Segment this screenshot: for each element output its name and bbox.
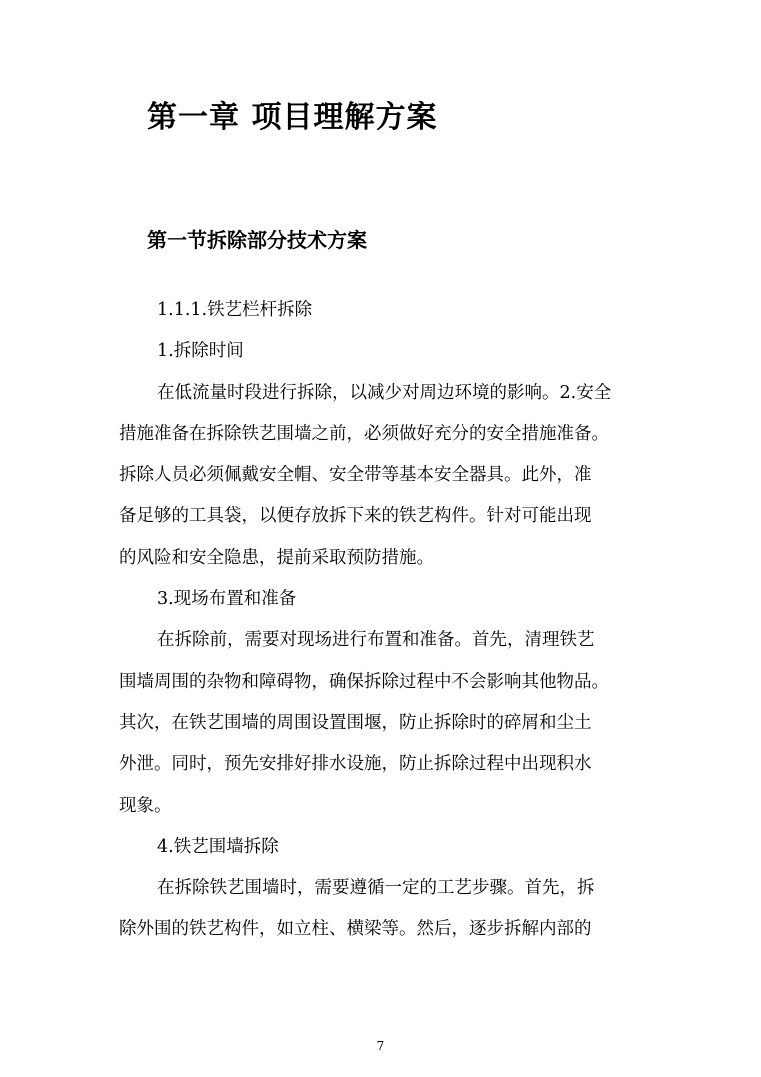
body-text: [119, 290, 639, 951]
section-title: 第一节拆除部分技术方案: [147, 228, 367, 252]
subsection-heading: 1.1.1.铁艺栏杆拆除: [157, 300, 313, 320]
paragraph-line: 措施准备在拆除铁艺围墙之前，必须做好充分的安全措施准备。: [119, 423, 609, 444]
paragraph-line: 在拆除前，需要对现场进行布置和准备。首先，清理铁艺: [157, 630, 595, 651]
paragraph-line: 外泄。同时，预先安排好排水设施，防止拆除过程中出现积水: [119, 754, 592, 775]
paragraph-line: 现象。: [119, 795, 172, 816]
paragraph-line: 备足够的工具袋，以便存放拆下来的铁艺构件。针对可能出现: [119, 506, 592, 527]
paragraph-line: 在拆除铁艺围墙时，需要遵循一定的工艺步骤。首先，拆: [157, 878, 595, 899]
list-heading: 3.现场布置和准备: [157, 589, 297, 610]
paragraph-line: 在低流量时段进行拆除，以减少对周边环境的影响。2.安全: [157, 382, 612, 403]
paragraph-line: 围墙周围的杂物和障碍物，确保拆除过程中不会影响其他物品。: [119, 671, 609, 692]
paragraph-line: 除外围的铁艺构件，如立柱、横梁等。然后，逐步拆解内部的: [119, 919, 592, 940]
list-heading: 4.铁艺围墙拆除: [157, 836, 279, 857]
paragraph-line: 的风险和安全隐患，提前采取预防措施。: [119, 547, 434, 568]
chapter-title: 第一章 项目理解方案: [147, 100, 438, 135]
paragraph-line: 拆除人员必须佩戴安全帽、安全带等基本安全器具。此外，准: [119, 465, 592, 486]
list-heading: 1.拆除时间: [157, 341, 244, 362]
paragraph-line: 其次，在铁艺围墙的周围设置围堰，防止拆除时的碎屑和尘土: [119, 712, 592, 733]
page-number: 7: [376, 1039, 385, 1053]
